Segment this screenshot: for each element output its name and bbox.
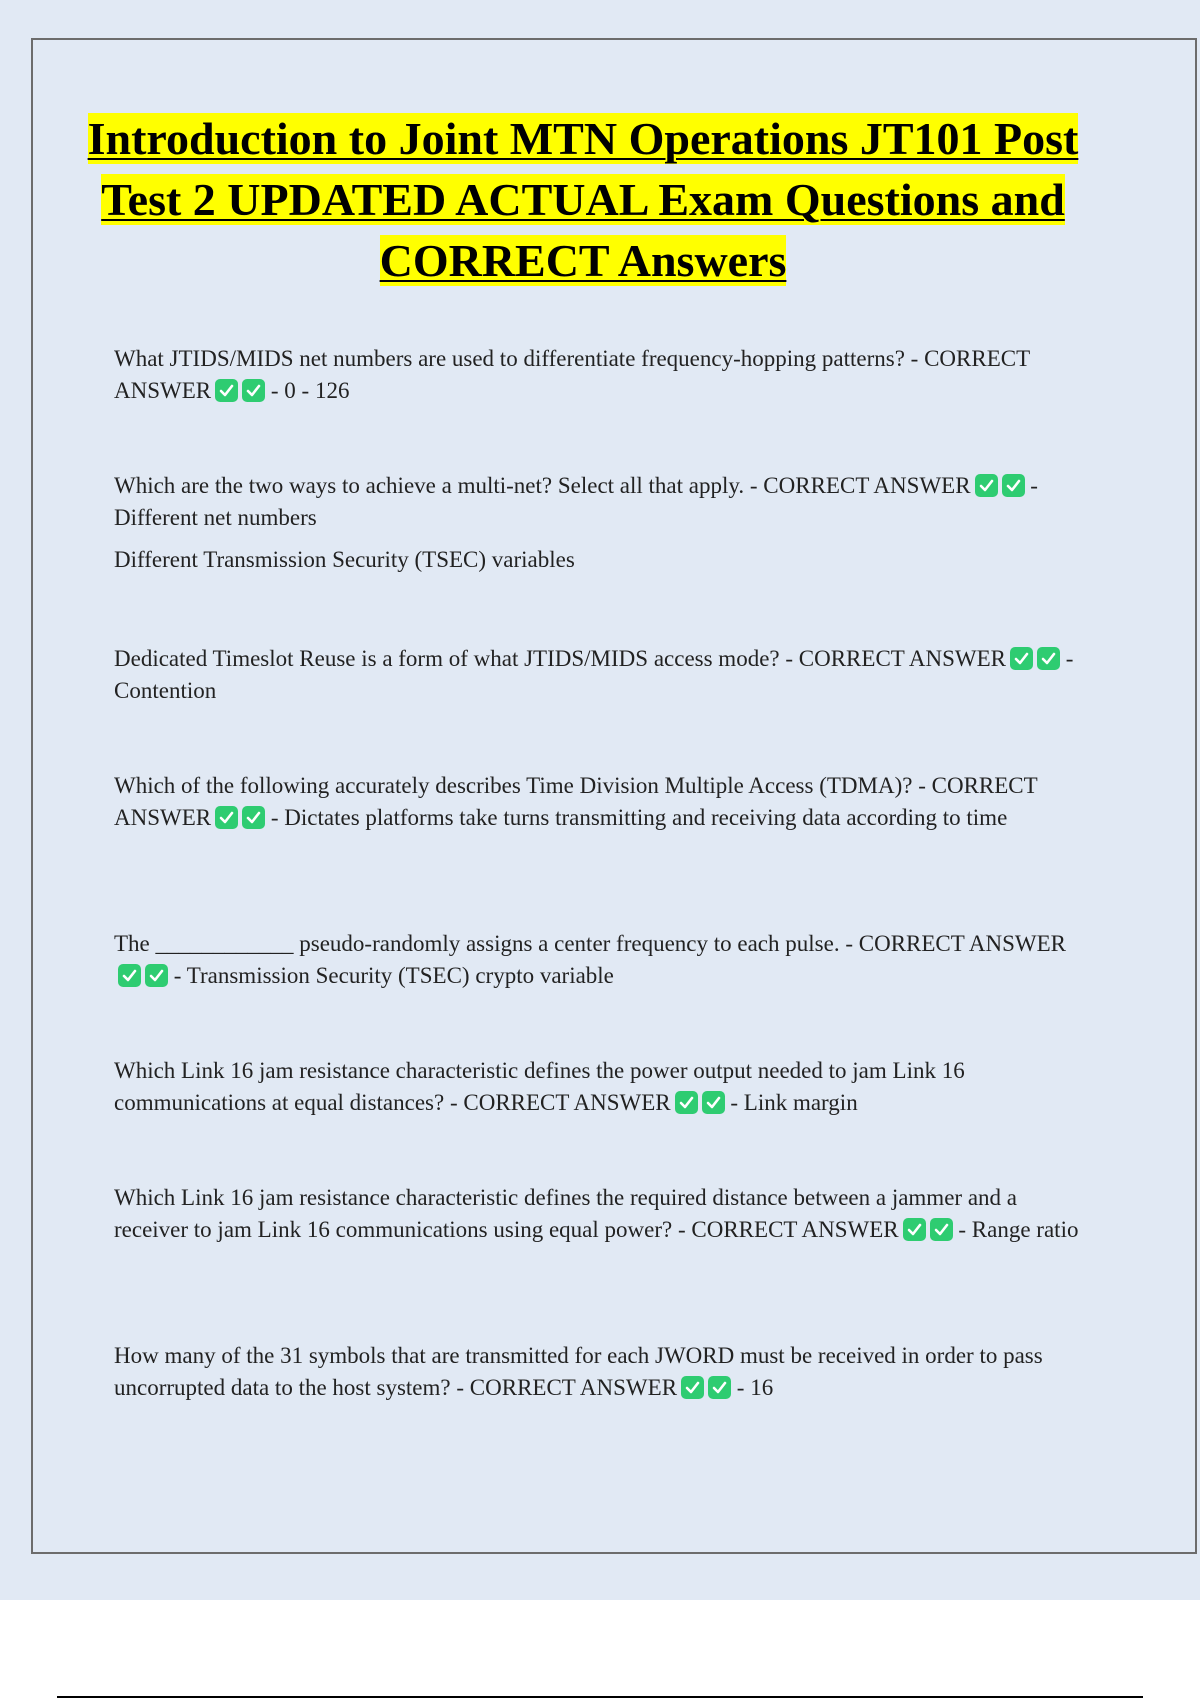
check-box-icon <box>708 1376 731 1399</box>
answer-marker: - CORRECT ANSWER <box>677 1217 899 1242</box>
answer-text: - Different net numbers <box>114 473 1038 530</box>
check-box-icon <box>702 1091 725 1114</box>
qa-line <box>114 1055 1084 1119</box>
question-text: Which Link 16 jam resistance characteristic defines the power output needed to jam Link 16 communications at equal distances? <box>114 1058 965 1115</box>
qa-item-5 <box>114 928 1084 992</box>
answer-text: - Transmission Security (TSEC) crypto variable <box>173 963 614 988</box>
qa-line <box>114 770 1084 834</box>
check-box-icon <box>930 1218 953 1241</box>
qa-line <box>114 1182 1084 1246</box>
answer-continuation: Different Transmission Security (TSEC) variables <box>114 547 575 572</box>
check-box-icon <box>242 806 265 829</box>
answer-marker: - CORRECT ANSWER <box>785 646 1007 671</box>
check-box-icon <box>242 379 265 402</box>
answer-text: - Contention <box>114 646 1074 703</box>
qa-item-8 <box>114 1340 1084 1404</box>
check-box-icon <box>1037 647 1060 670</box>
answer-marker: - CORRECT ANSWER <box>749 473 971 498</box>
bottom-divider <box>57 1696 1143 1698</box>
answer-marker: - CORRECT ANSWER <box>845 931 1066 956</box>
answer-text: - Link margin <box>730 1090 858 1115</box>
check-box-icon <box>145 964 168 987</box>
document-title <box>60 108 1106 291</box>
question-text: The ____________ pseudo-randomly assigns a center frequency to each pulse. <box>114 931 840 956</box>
question-text: How many of the 31 symbols that are transmitted for each JWORD must be received in order to pass uncorrupted data to the host system? <box>114 1343 1043 1400</box>
question-text: What JTIDS/MIDS net numbers are used to differentiate frequency-hopping patterns? <box>114 346 905 371</box>
qa-item-7 <box>114 1182 1084 1246</box>
answer-text: - Dictates platforms take turns transmitting and receiving data according to time <box>270 805 1008 830</box>
check-box-icon <box>215 806 238 829</box>
answer-text: - Range ratio <box>958 1217 1079 1242</box>
check-box-icon <box>675 1091 698 1114</box>
question-text: Dedicated Timeslot Reuse is a form of what JTIDS/MIDS access mode? <box>114 646 780 671</box>
qa-line <box>114 470 1084 534</box>
answer-text: - 16 <box>736 1375 774 1400</box>
qa-line <box>114 928 1084 992</box>
answer-text: - 0 - 126 <box>270 378 350 403</box>
qa-item-3 <box>114 643 1084 707</box>
check-box-icon <box>681 1376 704 1399</box>
answer-marker: - CORRECT ANSWER <box>114 346 1030 403</box>
answer-marker: - CORRECT ANSWER <box>456 1375 678 1400</box>
check-box-icon <box>1002 474 1025 497</box>
check-box-icon <box>903 1218 926 1241</box>
qa-line <box>114 643 1084 707</box>
question-text: Which are the two ways to achieve a multi-net? Select all that apply. <box>114 473 745 498</box>
check-box-icon <box>975 474 998 497</box>
answer-marker: - CORRECT ANSWER <box>449 1090 671 1115</box>
document-title-text: Introduction to Joint MTN Operations JT101 Post Test 2 UPDATED ACTUAL Exam Questions and CORRECT Answers <box>87 113 1079 286</box>
question-text: Which Link 16 jam resistance characteristic defines the required distance between a jammer and a receiver to jam Link 16 communications using equal power? <box>114 1185 1017 1242</box>
qa-item-2 <box>114 470 1084 576</box>
qa-line <box>114 1340 1084 1404</box>
check-box-icon <box>215 379 238 402</box>
qa-line <box>114 343 1084 407</box>
check-box-icon <box>1010 647 1033 670</box>
qa-item-4 <box>114 770 1084 834</box>
check-box-icon <box>118 964 141 987</box>
question-text: Which of the following accurately describes Time Division Multiple Access (TDMA)? <box>114 773 913 798</box>
answer-marker: - CORRECT ANSWER <box>114 773 1038 830</box>
qa-item-6 <box>114 1055 1084 1119</box>
qa-item-1 <box>114 343 1084 407</box>
